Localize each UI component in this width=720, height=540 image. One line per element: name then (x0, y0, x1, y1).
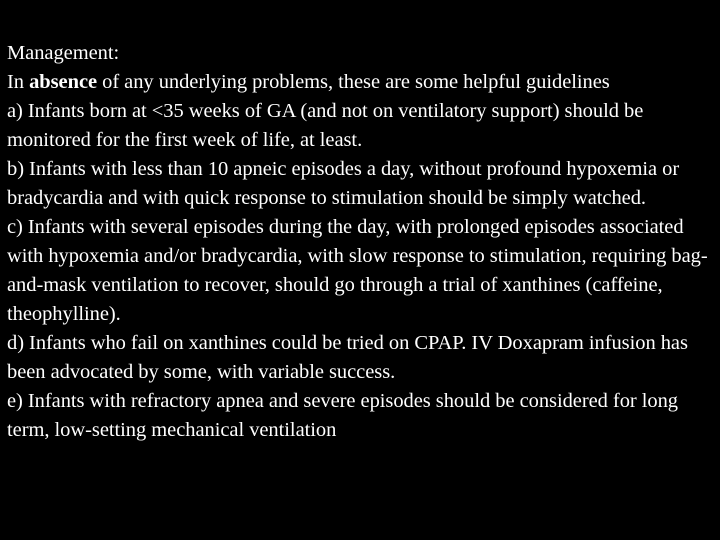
intro-after: of any underlying problems, these are some helpful guidelines (97, 71, 610, 93)
guideline-item-e: e) Infants with refractory apnea and severe episodes should be considered for long term, low-setting mechanical ventilation (7, 390, 679, 441)
guideline-item-b: b) Infants with less than 10 apneic episodes a day, without profound hypoxemia or bradycardia and with quick response to stimulation should be simply watched. (7, 158, 680, 209)
section-heading: Management: (7, 42, 120, 64)
slide-body (7, 39, 713, 445)
guideline-item-c: c) Infants with several episodes during the day, with prolonged episodes associated with hypoxemia and/or bradycardia, with slow response to stimulation, requiring bag-and-mask ventilation to recover, should go through a trial of xanthines (caffeine, theophylline). (7, 216, 708, 325)
intro-emphasis: absence (29, 71, 98, 93)
guideline-item-a: a) Infants born at <35 weeks of GA (and not on ventilatory support) should be monitored for the first week of life, at least. (7, 100, 644, 151)
intro-paragraph (7, 68, 713, 97)
guideline-item-d: d) Infants who fail on xanthines could be tried on CPAP. IV Doxapram infusion has been advocated by some, with variable success. (7, 332, 688, 383)
intro-before: In (7, 71, 30, 93)
